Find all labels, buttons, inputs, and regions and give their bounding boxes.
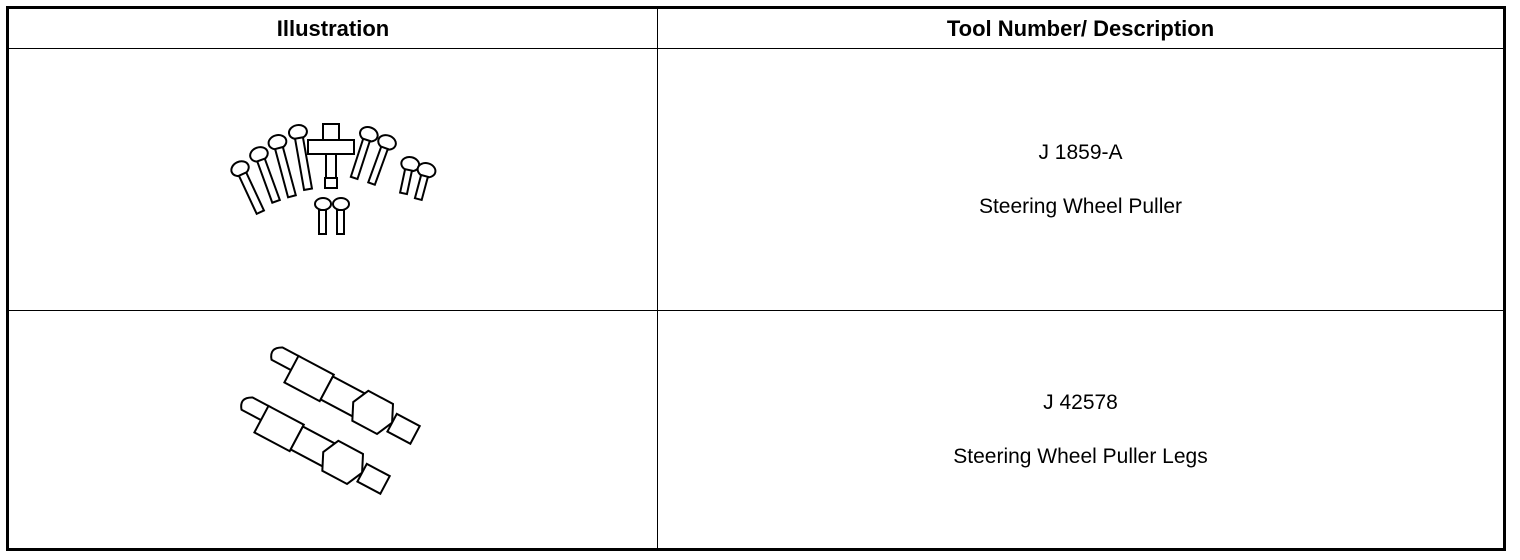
- header-tool-number-description: Tool Number/ Description: [946, 15, 1215, 41]
- tool-description: Steering Wheel Puller Legs: [953, 444, 1208, 468]
- table-row-2-description-cell: [658, 311, 1503, 548]
- tool-description: Steering Wheel Puller: [978, 194, 1183, 218]
- table-row-2-illustration: [9, 311, 657, 548]
- tool-number: J 1859-A: [1038, 140, 1123, 164]
- table-row-1-illustration: [9, 49, 657, 310]
- puller-legs-icon: [213, 340, 453, 520]
- table-row-1-description-cell: [658, 49, 1503, 310]
- tool-number: J 42578: [1043, 390, 1118, 414]
- header-illustration: Illustration: [276, 15, 390, 41]
- tool-table: [6, 6, 1506, 551]
- steering-wheel-puller-kit-icon: [213, 110, 453, 250]
